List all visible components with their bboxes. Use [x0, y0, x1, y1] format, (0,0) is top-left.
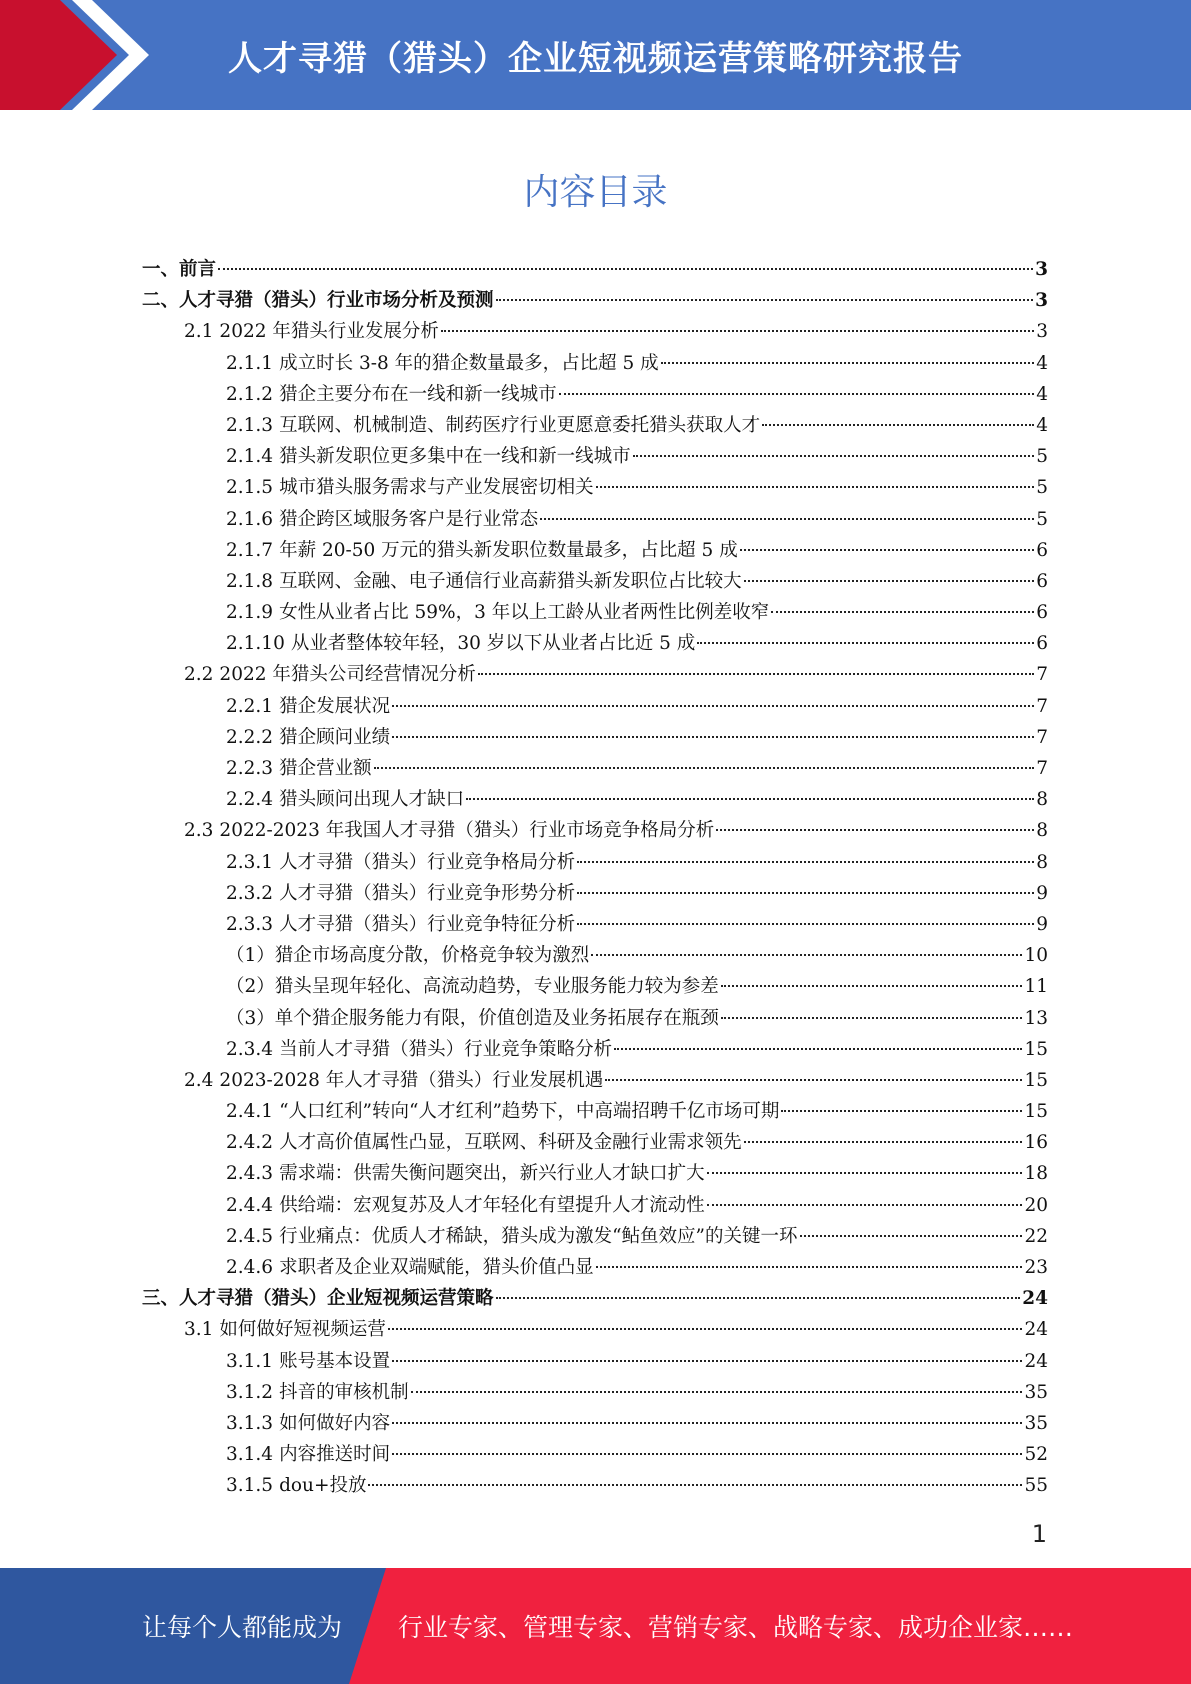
toc-entry[interactable] — [142, 1346, 1048, 1377]
toc-entry[interactable] — [142, 1252, 1048, 1283]
toc-entry-title: 城市猎头服务需求与产业发展密切相关 — [279, 477, 594, 499]
toc-dot-leader — [374, 767, 1035, 769]
toc-entry[interactable] — [142, 878, 1048, 909]
toc-entry-number: 3.1.3 — [226, 1412, 274, 1434]
toc-dot-leader — [392, 736, 1034, 738]
toc-entry-label — [226, 410, 760, 441]
footer-slogan-right: 行业专家、管理专家、营销专家、战略专家、成功企业家…… — [398, 1613, 1074, 1642]
toc-entry[interactable] — [142, 472, 1048, 503]
toc-entry-title: 成立时长 3-8 年的猎企数量最多，占比超 5 成 — [279, 352, 659, 374]
toc-entry[interactable] — [142, 847, 1048, 878]
toc-entry[interactable] — [142, 784, 1048, 815]
toc-entry[interactable] — [142, 1003, 1048, 1034]
toc-entry-number: 2.1.5 — [226, 477, 274, 499]
report-header — [0, 0, 1191, 110]
toc-entry-title: 2022 年猎头行业发展分析 — [219, 321, 439, 343]
toc-entry-label — [226, 878, 575, 909]
toc-entry-title: 猎企顾问业绩 — [279, 726, 391, 748]
toc-dot-leader — [496, 299, 1034, 301]
toc-dot-leader — [762, 424, 1034, 426]
toc-entry-number: 2.4.5 — [226, 1225, 274, 1247]
toc-entry-label — [226, 1003, 719, 1034]
toc-page-number: 24 — [1024, 1319, 1048, 1341]
toc-entry-title: 猎头新发职位更多集中在一线和新一线城市 — [279, 446, 631, 468]
toc-entry[interactable] — [142, 597, 1048, 628]
toc-page-number: 6 — [1036, 539, 1048, 561]
toc-dot-leader — [740, 549, 1035, 551]
toc-entry-title: 猎企主要分布在一线和新一线城市 — [279, 383, 557, 405]
toc-dot-leader — [697, 642, 1034, 644]
toc-entry-label — [226, 1190, 705, 1221]
toc-entry-label — [226, 847, 575, 878]
toc-entry-number: 2.1.9 — [226, 602, 274, 624]
toc-dot-leader — [661, 362, 1035, 364]
toc-dot-leader — [478, 673, 1034, 675]
toc-entry-label — [226, 628, 695, 659]
toc-entry[interactable] — [142, 1034, 1048, 1065]
toc-entry[interactable] — [142, 535, 1048, 566]
toc-entry[interactable] — [142, 753, 1048, 784]
toc-dot-leader — [559, 393, 1035, 395]
toc-dot-leader — [596, 1266, 1023, 1268]
toc-entry-number: 2.1.8 — [226, 570, 274, 592]
toc-entry[interactable] — [142, 410, 1048, 441]
toc-entry-number: 3.1.4 — [226, 1444, 274, 1466]
toc-page-number: 55 — [1024, 1475, 1048, 1497]
toc-entry[interactable] — [142, 971, 1048, 1002]
toc-page-number: 4 — [1036, 383, 1048, 405]
toc-entry-label — [226, 971, 719, 1002]
toc-entry-title: 当前人才寻猎（猎头）行业竞争策略分析 — [279, 1038, 613, 1060]
toc-dot-leader — [614, 1048, 1022, 1050]
toc-dot-leader — [577, 923, 1034, 925]
toc-entry-title: 人才高价值属性凸显，互联网、科研及金融行业需求领先 — [279, 1132, 742, 1154]
toc-entry-number: 2.1.7 — [226, 539, 274, 561]
toc-page-number: 9 — [1036, 882, 1048, 904]
toc-entry-label — [226, 784, 464, 815]
toc-entry-number: 2.2.3 — [226, 758, 274, 779]
toc-page-number: 7 — [1036, 664, 1048, 686]
toc-dot-leader — [540, 518, 1034, 520]
toc-entry-number: 3.1.2 — [226, 1381, 274, 1403]
toc-entry-title: 求职者及企业双端赋能，猎头价值凸显 — [279, 1257, 594, 1278]
toc-page-number: 8 — [1036, 789, 1048, 811]
toc-entry[interactable] — [142, 441, 1048, 472]
toc-entry[interactable] — [142, 1408, 1048, 1439]
toc-entry-number: 2.2.4 — [226, 789, 274, 811]
toc-entry-label — [226, 597, 769, 628]
toc-page-number: 24 — [1022, 1288, 1048, 1310]
toc-page-number: 10 — [1024, 945, 1048, 967]
toc-entry-title: 2022-2023 年我国人才寻猎（猎头）行业市场竞争格局分析 — [219, 820, 715, 842]
toc-entry-label — [226, 1127, 742, 1158]
toc-entry[interactable] — [142, 659, 1048, 690]
toc-dot-leader — [411, 1391, 1023, 1393]
toc-entry-label — [226, 1346, 390, 1377]
toc-page-number: 3 — [1036, 321, 1048, 343]
toc-entry[interactable] — [142, 316, 1048, 347]
toc-entry-number: 2.1.1 — [226, 352, 274, 374]
toc-dot-leader — [800, 1235, 1023, 1237]
page-number: 1 — [1031, 1520, 1047, 1548]
toc-entry-title: 从业者整体较年轻，30 岁以下从业者占比近 5 成 — [290, 633, 696, 655]
toc-entry[interactable] — [142, 379, 1048, 410]
toc-page-number: 3 — [1035, 290, 1048, 312]
toc-page-number: 7 — [1036, 758, 1048, 779]
footer-slogan-left: 让每个人都能成为 — [142, 1613, 343, 1642]
toc-page-number: 35 — [1024, 1412, 1048, 1434]
toc-entry-title: 猎企营业额 — [279, 758, 372, 779]
toc-dot-leader — [591, 954, 1022, 956]
toc-entry[interactable] — [142, 1439, 1048, 1470]
toc-entry-label — [226, 504, 538, 535]
toc-entry-label — [226, 909, 575, 940]
toc-entry-title: 一、前言 — [142, 259, 217, 280]
toc-entry[interactable] — [142, 1221, 1048, 1252]
toc-entry-label — [184, 1065, 603, 1096]
toc-entry[interactable] — [142, 254, 1048, 285]
toc-page-number: 3 — [1035, 259, 1048, 280]
toc-page-number: 8 — [1036, 851, 1048, 873]
toc-entry-title: 二、人才寻猎（猎头）行业市场分析及预测 — [142, 290, 494, 312]
toc-entry-title: 如何做好内容 — [279, 1412, 391, 1434]
toc-entry-label — [226, 1439, 390, 1470]
toc-entry-title: 人才寻猎（猎头）行业竞争格局分析 — [279, 851, 576, 873]
report-footer — [0, 1568, 1191, 1684]
toc-entry-label — [226, 722, 390, 753]
toc-entry-number: 2.3.1 — [226, 851, 274, 873]
toc-entry-label — [226, 348, 659, 379]
toc-dot-leader — [218, 268, 1033, 270]
toc-entry-label — [226, 441, 631, 472]
toc-entry-number: 2.4.3 — [226, 1163, 274, 1185]
toc-entry-number: 2.1.3 — [226, 414, 274, 436]
toc-dot-leader — [707, 1204, 1023, 1206]
toc-dot-leader — [577, 861, 1034, 863]
toc-entry[interactable] — [142, 285, 1048, 316]
toc-entry-label — [226, 1034, 612, 1065]
toc-entry-label — [226, 753, 372, 784]
toc-entry-label — [226, 1470, 366, 1501]
toc-dot-leader — [771, 611, 1034, 613]
toc-entry-title: 2023-2028 年人才寻猎（猎头）行业发展机遇 — [219, 1069, 604, 1091]
toc-entry-title: 如何做好短视频运营 — [219, 1319, 386, 1341]
toc-entry-label — [184, 659, 476, 690]
toc-page-number: 18 — [1024, 1163, 1048, 1185]
toc-entry-title: （1）猎企市场高度分散，价格竞争较为激烈 — [226, 945, 590, 967]
toc-page-number: 15 — [1024, 1101, 1048, 1123]
toc-page-number: 6 — [1036, 602, 1048, 624]
toc-heading: 内容目录 — [523, 172, 668, 213]
toc-entry-number: 2.1 — [184, 321, 214, 343]
toc-entry-label — [226, 940, 589, 971]
toc-page-number: 5 — [1036, 508, 1048, 530]
toc-entry-number: 2.4.1 — [226, 1101, 274, 1123]
toc-dot-leader — [441, 330, 1034, 332]
toc-dot-leader — [707, 1172, 1023, 1174]
toc-entry-title: 行业痛点：优质人才稀缺，猎头成为激发“鲇鱼效应”的关键一环 — [279, 1225, 798, 1247]
toc-dot-leader — [388, 1328, 1023, 1330]
toc-page-number: 5 — [1036, 477, 1048, 499]
toc-entry[interactable] — [142, 940, 1048, 971]
toc-entry[interactable] — [142, 1065, 1048, 1096]
toc-entry-title: 人才寻猎（猎头）行业竞争形势分析 — [279, 882, 576, 904]
toc-page-number: 4 — [1036, 414, 1048, 436]
toc-entry-label — [226, 1252, 594, 1283]
toc-entry-title: “人口红利”转向“人才红利”趋势下，中高端招聘千亿市场可期 — [279, 1101, 780, 1123]
toc-entry[interactable] — [142, 815, 1048, 846]
toc-entry[interactable] — [142, 1377, 1048, 1408]
toc-dot-leader — [392, 1422, 1022, 1424]
toc-entry-title: 内容推送时间 — [279, 1444, 391, 1466]
toc-dot-leader — [577, 892, 1034, 894]
toc-entry[interactable] — [142, 1158, 1048, 1189]
toc-dot-leader — [744, 580, 1035, 582]
toc-dot-leader — [781, 1110, 1022, 1112]
toc-page-number: 7 — [1036, 695, 1048, 717]
toc-entry-number: 3.1 — [184, 1319, 214, 1341]
toc-page-number: 13 — [1024, 1007, 1048, 1029]
toc-entry-title: 需求端：供需失衡问题突出，新兴行业人才缺口扩大 — [279, 1163, 705, 1185]
toc-dot-leader — [721, 1017, 1023, 1019]
toc-entry-number: 3.1.1 — [226, 1350, 274, 1372]
toc-dot-leader — [721, 985, 1023, 987]
toc-entry-label — [142, 285, 494, 316]
chevron-arrow-icon — [0, 0, 160, 110]
toc-page-number: 24 — [1024, 1350, 1048, 1372]
toc-entry-title: 互联网、金融、电子通信行业高薪猎头新发职位占比较大 — [279, 570, 742, 592]
toc-dot-leader — [716, 829, 1034, 831]
toc-page-number: 8 — [1036, 820, 1048, 842]
toc-entry-title: 账号基本设置 — [279, 1350, 391, 1372]
toc-page-number: 52 — [1024, 1444, 1048, 1466]
toc-dot-leader — [392, 1360, 1022, 1362]
toc-entry-title: 猎企跨区域服务客户是行业常态 — [279, 508, 539, 530]
toc-entry[interactable] — [142, 1283, 1048, 1314]
toc-dot-leader — [633, 455, 1035, 457]
toc-dot-leader — [744, 1141, 1023, 1143]
toc-entry-number: 2.1.6 — [226, 508, 274, 530]
toc-page-number: 4 — [1036, 352, 1048, 374]
toc-entry-number: 2.1.2 — [226, 383, 274, 405]
toc-entry-number: 2.3.4 — [226, 1038, 274, 1060]
toc-page-number: 16 — [1024, 1132, 1048, 1154]
toc-entry-label — [142, 254, 216, 285]
toc-entry-number: 2.2 — [184, 664, 214, 686]
toc-entry[interactable] — [142, 504, 1048, 535]
toc-entry[interactable] — [142, 691, 1048, 722]
toc-entry-label — [184, 815, 714, 846]
toc-entry-label — [226, 566, 742, 597]
toc-entry[interactable] — [142, 348, 1048, 379]
toc-entry-label — [226, 691, 390, 722]
toc-entry-label — [184, 1314, 386, 1345]
toc-dot-leader — [605, 1079, 1022, 1081]
toc-entry[interactable] — [142, 722, 1048, 753]
toc-entry-number: 2.4.6 — [226, 1257, 274, 1278]
toc-entry[interactable] — [142, 566, 1048, 597]
toc-page-number: 15 — [1024, 1069, 1048, 1091]
toc-entry-number: 2.3.3 — [226, 913, 274, 935]
toc-entry-label — [226, 472, 594, 503]
toc-entry-number: 3.1.5 — [226, 1475, 274, 1497]
toc-entry-title: （2）猎头呈现年轻化、高流动趋势，专业服务能力较为参差 — [226, 976, 719, 998]
toc-entry-label — [226, 1221, 798, 1252]
toc-entry-title: dou+投放 — [279, 1475, 367, 1497]
toc-page-number: 5 — [1036, 446, 1048, 468]
toc-page-number: 20 — [1024, 1194, 1048, 1216]
toc-entry[interactable] — [142, 1096, 1048, 1127]
toc-entry-number: 2.1.4 — [226, 446, 274, 468]
toc-entry-title: 猎头顾问出现人才缺口 — [279, 789, 465, 811]
toc-entry-number: 2.4.4 — [226, 1194, 274, 1216]
toc-entry-label — [226, 1408, 390, 1439]
toc-entry-number: 2.4 — [184, 1069, 214, 1091]
toc-dot-leader — [392, 1453, 1022, 1455]
toc-entry[interactable] — [142, 1190, 1048, 1221]
toc-dot-leader — [466, 798, 1034, 800]
toc-entry[interactable] — [142, 909, 1048, 940]
toc-page-number: 6 — [1036, 570, 1048, 592]
toc-entry-title: 三、人才寻猎（猎头）企业短视频运营策略 — [142, 1288, 494, 1310]
toc-entry-number: 2.4.2 — [226, 1132, 274, 1154]
toc-entry-title: 人才寻猎（猎头）行业竞争特征分析 — [279, 913, 576, 935]
toc-entry[interactable] — [142, 1314, 1048, 1345]
toc-entry-title: 供给端：宏观复苏及人才年轻化有望提升人才流动性 — [279, 1194, 705, 1216]
toc-entry-title: 互联网、机械制造、制药医疗行业更愿意委托猎头获取人才 — [279, 414, 761, 436]
toc-entry-number: 2.1.10 — [226, 633, 285, 655]
toc-dot-leader — [368, 1484, 1022, 1486]
toc-dot-leader — [392, 705, 1034, 707]
toc-page-number: 9 — [1036, 913, 1048, 935]
toc-entry-label — [226, 1158, 705, 1189]
toc-page-number: 22 — [1024, 1225, 1048, 1247]
toc-page-number: 6 — [1036, 633, 1048, 655]
toc-entry-number: 2.3.2 — [226, 882, 274, 904]
toc-entry-title: 女性从业者占比 59%，3 年以上工龄从业者两性比例差收窄 — [279, 602, 770, 624]
toc-entry-label — [184, 316, 439, 347]
toc-entry[interactable] — [142, 628, 1048, 659]
toc-entry-label — [226, 379, 557, 410]
table-of-contents — [142, 254, 1048, 1502]
toc-entry-title: 猎企发展状况 — [279, 695, 391, 717]
toc-page-number: 11 — [1024, 976, 1048, 998]
toc-entry-label — [142, 1283, 494, 1314]
toc-dot-leader — [596, 486, 1035, 488]
toc-entry-number: 2.2.1 — [226, 695, 274, 717]
toc-entry-label — [226, 1096, 779, 1127]
toc-entry-title: 抖音的审核机制 — [279, 1381, 409, 1403]
toc-entry-number: 2.2.2 — [226, 726, 274, 748]
toc-dot-leader — [496, 1297, 1021, 1299]
toc-page-number: 15 — [1024, 1038, 1048, 1060]
report-title: 人才寻猎（猎头）企业短视频运营策略研究报告 — [228, 38, 963, 79]
toc-entry-label — [226, 1377, 409, 1408]
toc-entry-title: 2022 年猎头公司经营情况分析 — [219, 664, 476, 686]
toc-entry[interactable] — [142, 1127, 1048, 1158]
toc-entry-title: 年薪 20-50 万元的猎头新发职位数量最多，占比超 5 成 — [279, 539, 738, 561]
toc-entry-label — [226, 535, 738, 566]
toc-page-number: 7 — [1036, 726, 1048, 748]
toc-entry-title: （3）单个猎企服务能力有限，价值创造及业务拓展存在瓶颈 — [226, 1007, 719, 1029]
toc-entry[interactable] — [142, 1470, 1048, 1501]
toc-page-number: 23 — [1024, 1257, 1048, 1278]
toc-page-number: 35 — [1024, 1381, 1048, 1403]
toc-entry-number: 2.3 — [184, 820, 214, 842]
